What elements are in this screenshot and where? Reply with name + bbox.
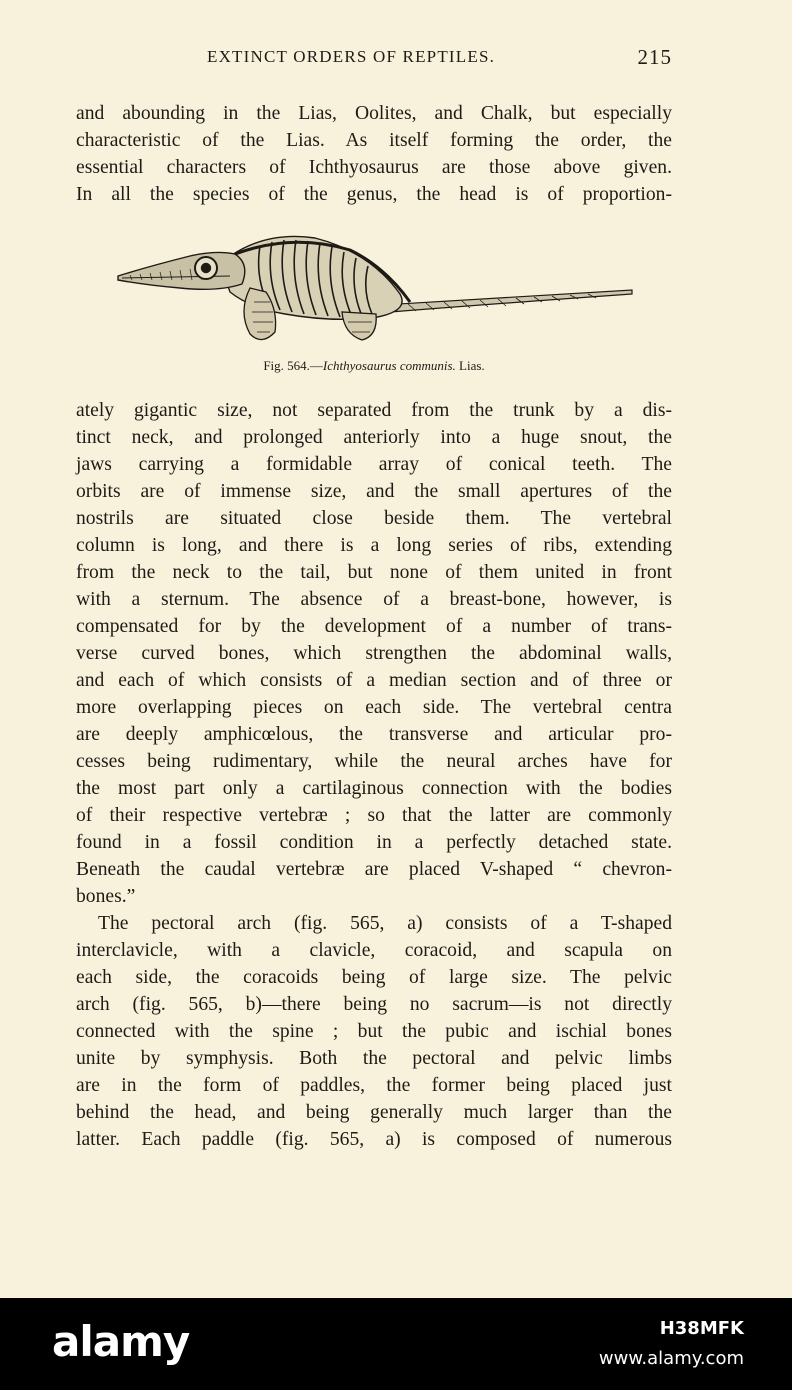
figure-formation: Lias. (455, 358, 485, 373)
figure-caption (76, 358, 672, 374)
paragraph-3 (76, 910, 672, 1153)
text-line: In all the species of the genus, the head is of proportion- (76, 184, 672, 205)
text-line: the most part only a cartilaginous connection with the bodies (76, 778, 672, 799)
text-line: characteristic of the Lias. As itself forming the order, the (76, 130, 672, 151)
paragraph-1 (76, 100, 672, 208)
text-line: found in a fossil condition in a perfectly detached state. (76, 832, 672, 853)
text-line: with a sternum. The absence of a breast-bone, however, is (76, 589, 672, 610)
ichthyosaurus-skeleton-illustration (110, 222, 640, 352)
text-line: latter. Each paddle (fig. 565, a) is composed of numerous (76, 1129, 672, 1150)
text-line: tinct neck, and prolonged anteriorly into a huge snout, the (76, 427, 672, 448)
text-line: essential characters of Ichthyosaurus are those above given. (76, 157, 672, 178)
image-id: H38MFK (659, 1318, 744, 1339)
text-line: verse curved bones, which strengthen the abdominal walls, (76, 643, 672, 664)
running-header (76, 47, 672, 73)
paragraph-2 (76, 397, 672, 910)
site-url: www.alamy.com (598, 1348, 744, 1369)
text-line: compensated for by the development of a number of trans- (76, 616, 672, 637)
text-line: orbits are of immense size, and the small apertures of the (76, 481, 672, 502)
text-line: from the neck to the tail, but none of them united in front (76, 562, 672, 583)
text-line: of their respective vertebræ ; so that the latter are commonly (76, 805, 672, 826)
text-line: column is long, and there is a long series of ribs, extending (76, 535, 672, 556)
text-line: arch (fig. 565, b)—there being no sacrum—is not directly (76, 994, 672, 1015)
text-line: are in the form of paddles, the former being placed just (76, 1075, 672, 1096)
text-line: each side, the coracoids being of large size. The pelvic (76, 967, 672, 988)
text-line: interclavicle, with a clavicle, coracoid, and scapula on (76, 940, 672, 961)
text-line: jaws carrying a formidable array of conical teeth. The (76, 454, 672, 475)
alamy-logo: alamy (52, 1317, 190, 1366)
text-line: and abounding in the Lias, Oolites, and Chalk, but especially (76, 103, 672, 124)
ichthyosaurus-skeleton-figure (110, 222, 640, 352)
text-line: cesses being rudimentary, while the neural arches have for (76, 751, 672, 772)
text-line: connected with the spine ; but the pubic and ischial bones (76, 1021, 672, 1042)
text-line: and each of which consists of a median section and of three or (76, 670, 672, 691)
text-line: The pectoral arch (fig. 565, a) consists of a T-shaped (98, 913, 672, 934)
text-line: more overlapping pieces on each side. The vertebral centra (76, 697, 672, 718)
page-number: 215 (637, 45, 672, 69)
figure-number: Fig. 564.— (263, 358, 323, 373)
text-line: ately gigantic size, not separated from the trunk by a dis- (76, 400, 672, 421)
text-line: unite by symphysis. Both the pectoral and pelvic limbs (76, 1048, 672, 1069)
text-line: bones.” (76, 886, 136, 907)
text-line: Beneath the caudal vertebræ are placed V-shaped “ chevron- (76, 859, 672, 880)
figure-taxon: Ichthyosaurus communis. (322, 358, 456, 373)
running-title: EXTINCT ORDERS OF REPTILES. (207, 47, 496, 66)
text-line: nostrils are situated close beside them. The vertebral (76, 508, 672, 529)
text-line: behind the head, and being generally much larger than the (76, 1102, 672, 1123)
stock-watermark-bar (0, 1298, 792, 1390)
text-line: are deeply amphicœlous, the transverse and articular pro- (76, 724, 672, 745)
